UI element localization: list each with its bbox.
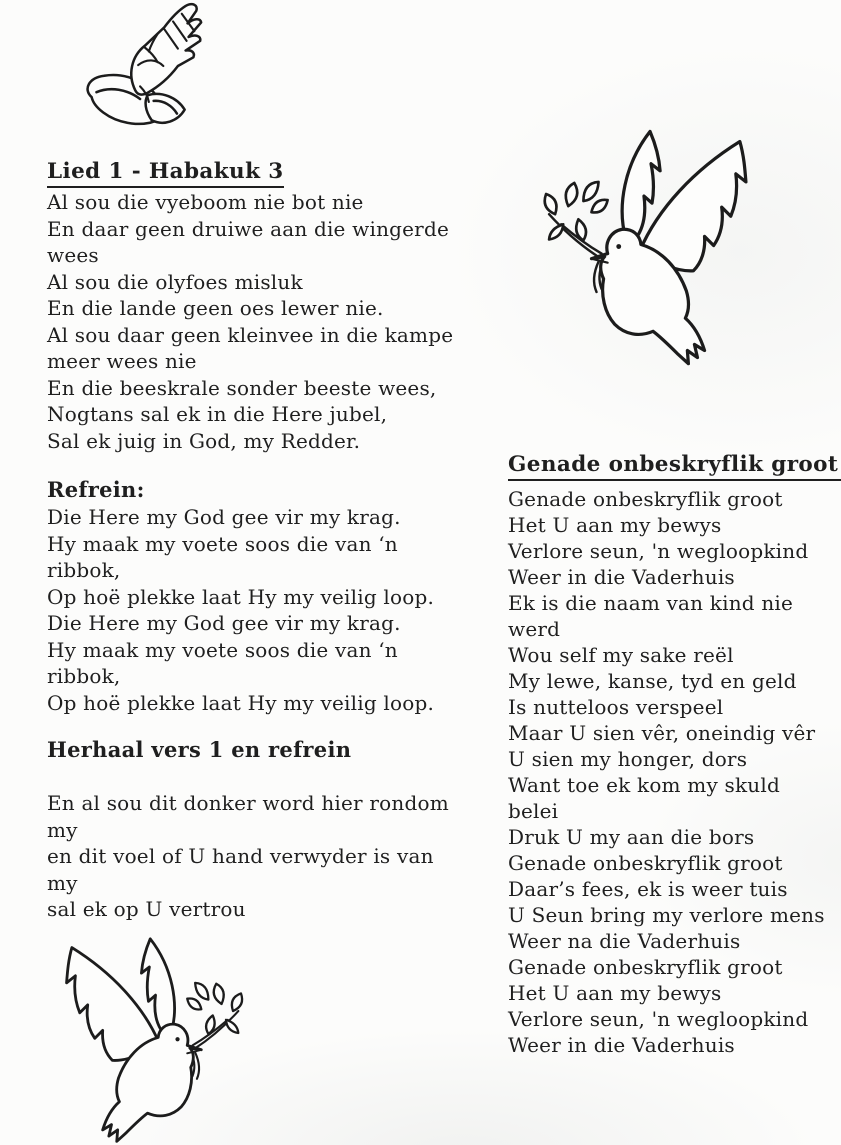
lyric-line: Genade onbeskryflik groot — [508, 955, 783, 979]
song1-refrain — [47, 504, 434, 716]
lyric-line: Want toe ek kom my skuld — [508, 773, 780, 797]
lyric-line: En al sou dit donker word hier rondom — [47, 791, 449, 815]
lyric-line: En daar geen druiwe aan die wingerde — [47, 216, 449, 241]
lyric-line: U Seun bring my verlore mens — [508, 903, 825, 927]
lyric-line: ribbok, — [47, 558, 121, 582]
song1-verse2 — [47, 790, 449, 923]
lyric-line: Ek is die naam van kind nie — [508, 591, 794, 615]
praying-hands-icon — [80, 0, 206, 134]
song1-repeat-note: Herhaal vers 1 en refrein — [47, 737, 352, 762]
lyric-line: Op hoë plekke laat Hy my veilig loop. — [47, 690, 435, 715]
lyric-line: Al sou die olyfoes misluk — [47, 269, 303, 294]
lyric-line: U sien my honger, dors — [508, 747, 748, 771]
lyric-line: Het U aan my bewys — [508, 513, 722, 537]
dove-olive-branch-icon — [541, 121, 755, 367]
song1-title: Lied 1 - Habakuk 3 — [47, 160, 284, 188]
lyric-line: Weer in die Vaderhuis — [508, 1033, 735, 1057]
lyric-line: Genade onbeskryflik groot — [508, 487, 783, 511]
lyric-line: Weer na die Vaderhuis — [508, 929, 741, 953]
lyric-line: belei — [508, 799, 559, 823]
lyric-line: sal ek op U vertrou — [47, 897, 246, 921]
lyric-line: Al sou daar geen kleinvee in die kampe — [47, 322, 454, 347]
lyric-line: Wou self my sake reël — [508, 643, 734, 667]
lyric-line: Nogtans sal ek in die Here jubel, — [47, 402, 388, 426]
lyric-line: Is nutteloos verspeel — [508, 695, 724, 719]
song2-lyrics — [508, 486, 825, 1058]
lyric-line: Die Here my God gee vir my krag. — [47, 505, 401, 529]
lyric-line: Verlore seun, 'n wegloopkind — [508, 539, 809, 563]
lyric-line: Hy maak my voete soos die van ‘n — [47, 637, 398, 662]
lyric-line: Weer in die Vaderhuis — [508, 565, 735, 589]
lyric-line: en dit voel of U hand verwyder is van — [47, 844, 434, 868]
lyric-line: wees — [47, 243, 99, 267]
lyric-line: My lewe, kanse, tyd en geld — [508, 669, 797, 693]
lyric-line: werd — [508, 617, 561, 641]
lyric-line: Al sou die vyeboom nie bot nie — [47, 190, 364, 214]
song1-verse1 — [47, 189, 453, 454]
lyric-line: Die Here my God gee vir my krag. — [47, 611, 401, 635]
lyric-line: Maar U sien vêr, oneindig vêr — [508, 721, 816, 745]
lyric-line: ribbok, — [47, 664, 121, 688]
lyric-line: Op hoë plekke laat Hy my veilig loop. — [47, 584, 435, 609]
lyric-line: Sal ek juig in God, my Redder. — [47, 428, 361, 453]
lyric-line: En die beeskrale sonder beeste wees, — [47, 375, 437, 400]
song2-title: Genade onbeskryflik groot — [508, 453, 841, 481]
lyric-line: Genade onbeskryflik groot — [508, 851, 783, 875]
lyric-line: meer wees nie — [47, 349, 197, 373]
lyric-line: Het U aan my bewys — [508, 981, 722, 1005]
song1-refrain-label: Refrein: — [47, 477, 145, 502]
dove-olive-branch-icon — [56, 930, 248, 1144]
lyric-line: my — [47, 817, 78, 842]
lyric-line: En die lande geen oes lewer nie. — [47, 296, 384, 320]
lyric-line: Daar’s fees, ek is weer tuis — [508, 877, 788, 901]
lyric-line: Druk U my aan die bors — [508, 825, 755, 849]
lyric-line: Hy maak my voete soos die van ‘n — [47, 531, 398, 556]
lyric-line: Verlore seun, 'n wegloopkind — [508, 1007, 809, 1031]
lyric-line: my — [47, 870, 78, 895]
